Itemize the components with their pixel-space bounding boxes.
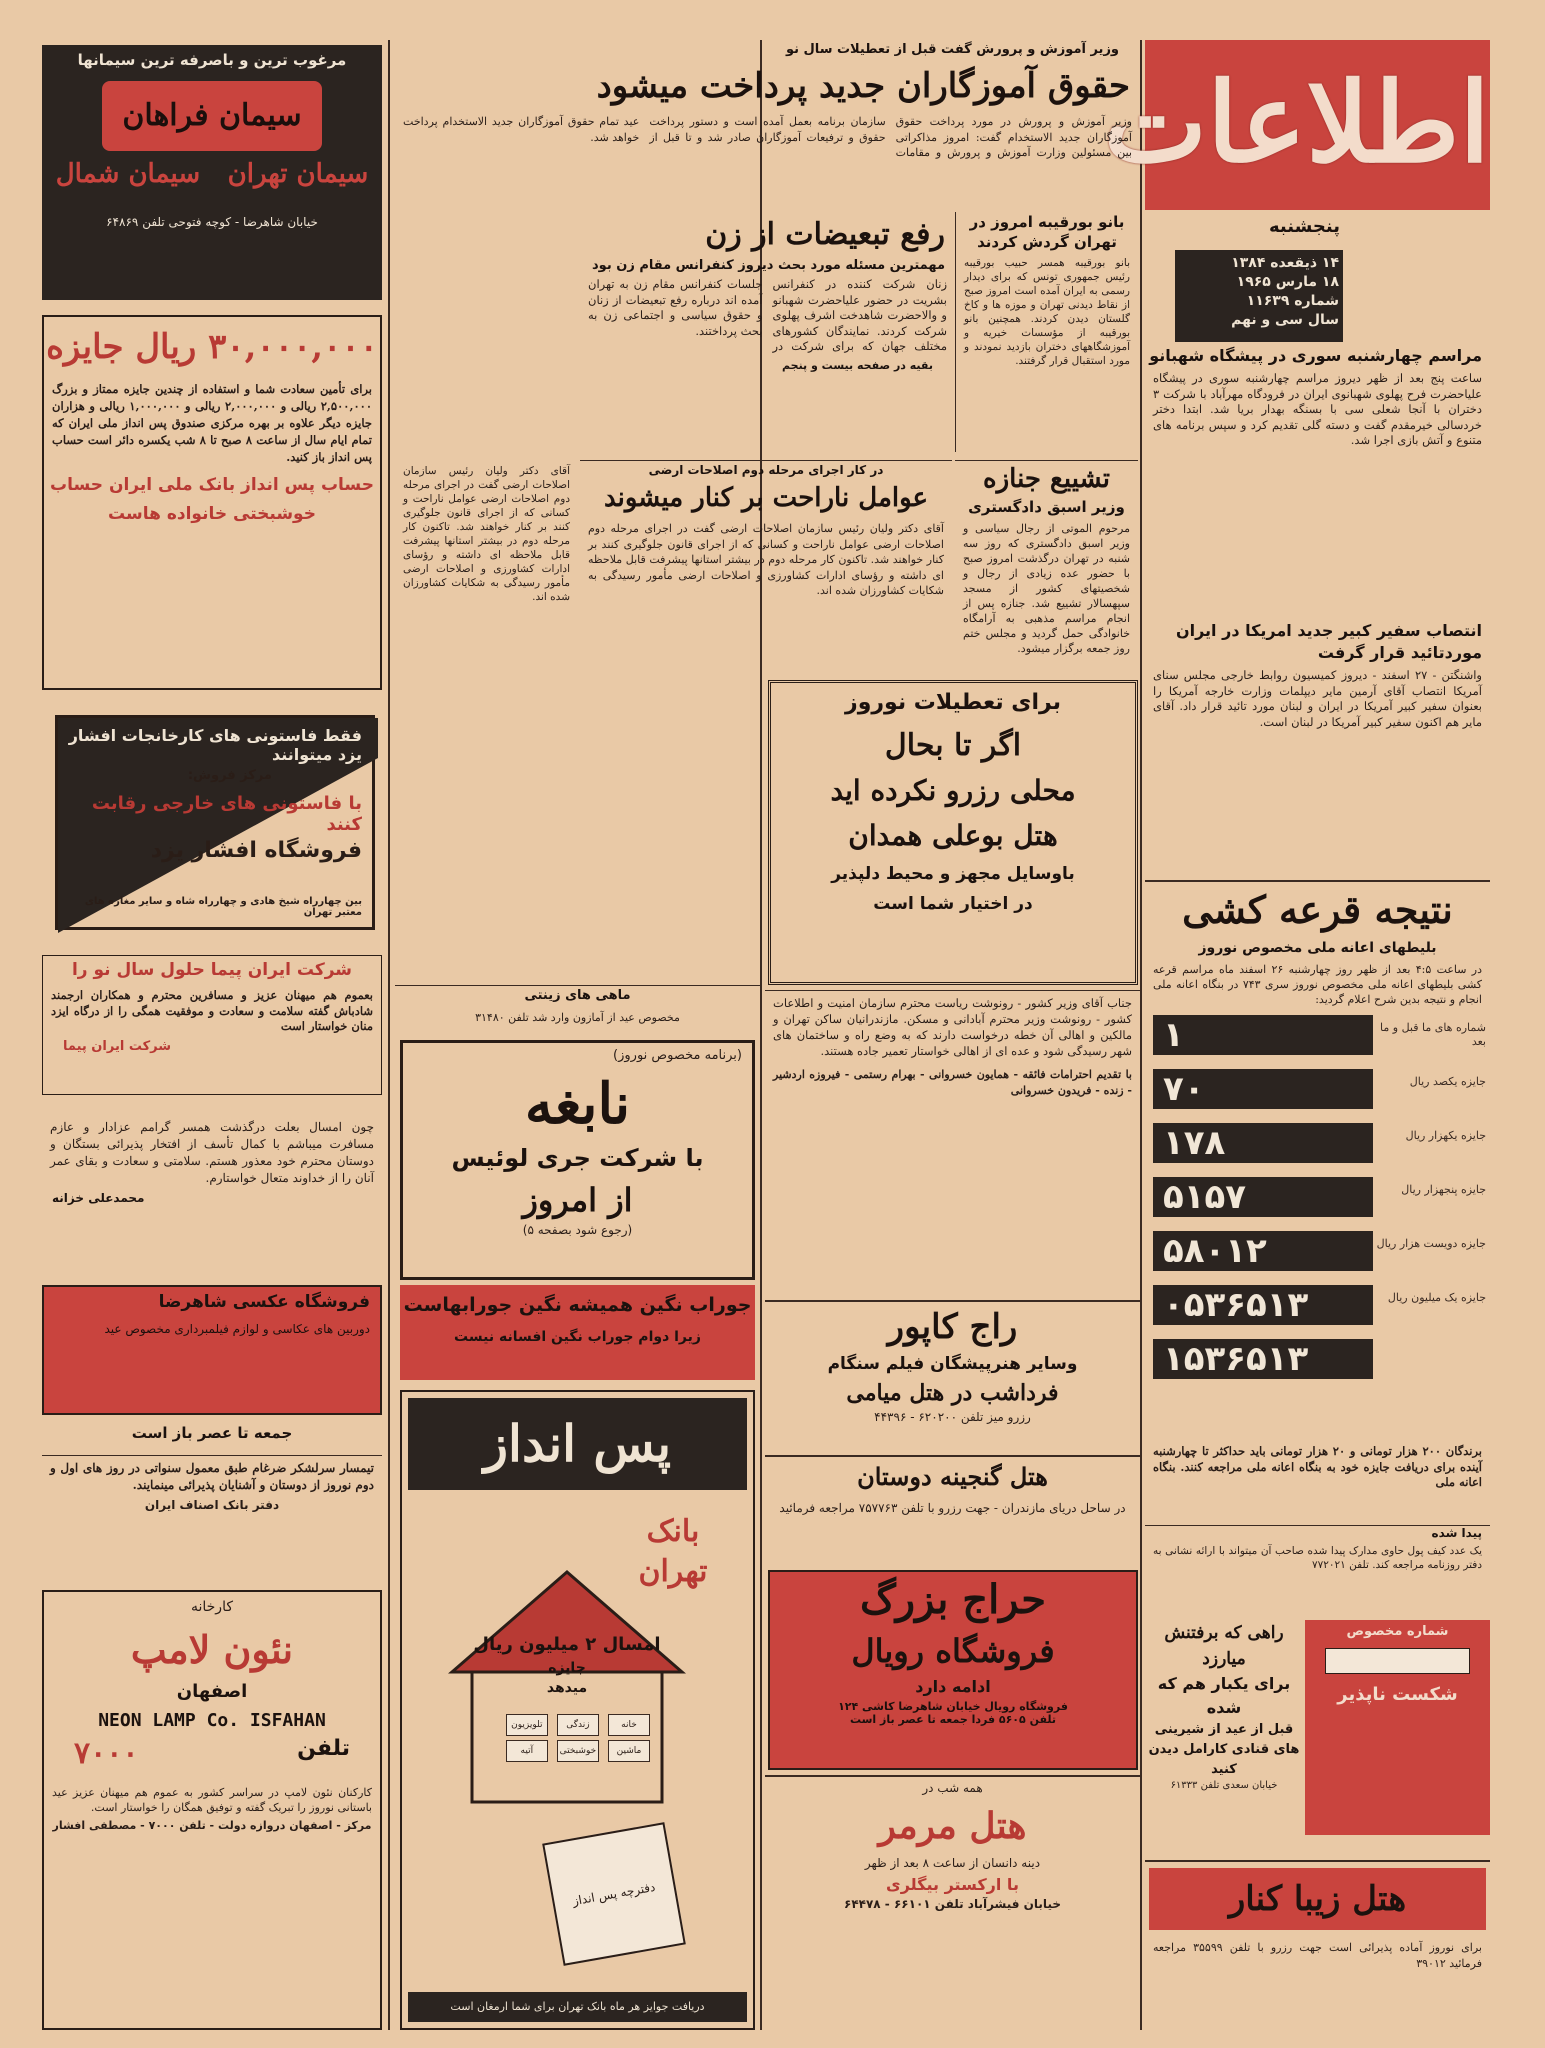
ad-line: مرکز فروش: bbox=[187, 768, 272, 783]
prize-label: جایزه یکصد ریال bbox=[1409, 1075, 1486, 1088]
lottery-headline: نتیجه قرعه کشی bbox=[1182, 887, 1453, 932]
bano-body: بانو بورقیبه همسر حبیب بورقیبه رئیس جمهوری تونس که برای دیدار رسمی به ایران آمده است امروز صبح از نقاط دیدنی تهران و موزه ها و کاخ گلستان دیدن کردند. همچنین بانو بورقیبه از مؤسسات خیریه و آموزشگاههای دختران بازدید نمودند و مورد استقبال قرار گرفتند. bbox=[964, 257, 1130, 367]
ad-line: برای تعطیلات نوروز bbox=[845, 690, 1061, 715]
notice-condolence bbox=[42, 1115, 382, 1275]
prize-label: جایزه پنجهزار ریال bbox=[1401, 1183, 1486, 1196]
ad-zibakenar bbox=[1145, 1860, 1490, 2030]
ad-line: تلفن ۵۶۰۵ فردا جمعه تا عصر باز است bbox=[849, 1713, 1057, 1726]
ad-neon-lamp bbox=[42, 1590, 382, 2030]
cement-brand bbox=[102, 81, 322, 151]
ad-line: فقط فاستونی های کارخانجات افشار یزد میتوانند bbox=[68, 726, 362, 764]
ad-line: خیابان فیشرآباد تلفن ۶۶۱۰۱ - ۶۴۴۷۸ bbox=[844, 1897, 1061, 1911]
store-name: فروشگاه افشار یزد bbox=[150, 838, 362, 863]
notice-sign: محمدعلی خزانه bbox=[52, 1191, 145, 1205]
pima-headline: شرکت ایران پیما حلول سال نو را bbox=[71, 960, 353, 980]
date-box bbox=[1175, 250, 1343, 342]
ad-line: قبل از عید از شیرینی های قنادی کارامل دیدن کنید bbox=[1148, 1722, 1300, 1777]
land-body-continued: آقای دکتر ولیان رئیس سازمان اصلاحات ارضی گفت در اجرای مرحله دوم اصلاحات ارضی عوامل ناراحت و کسانی که از اجرای قانون جلوگیری کنند بر کنار خواهند شد. تاکنون کار مرحله دوم در بیشتر استانها پیشرفت قابل ملاحظه ای داشته و رؤسای ادارات کشاورزی و اصلاحات ارضی مأمور رسیدگی به شکایات کشاورزان شده اند. bbox=[403, 465, 570, 603]
column-rule bbox=[1140, 40, 1142, 2030]
savings-prize bbox=[472, 1632, 662, 1698]
ad-line: ادامه دارد bbox=[915, 1677, 991, 1696]
ad-line: با ارکستر بیگلری bbox=[886, 1875, 1019, 1894]
savings-title: پس انداز bbox=[483, 1414, 672, 1473]
winning-number: ۷۰ bbox=[1153, 1069, 1373, 1109]
lost-notice bbox=[1145, 1525, 1490, 1620]
ad-line: جوراب نگین همیشه نگین جورابهاست bbox=[403, 1294, 752, 1316]
ad-afshar bbox=[55, 715, 375, 930]
neon-title: نئون لامپ bbox=[130, 1627, 294, 1672]
weekday: پنجشنبه bbox=[1268, 216, 1340, 237]
ad-address: بین چهارراه شیخ هادی و چهارراه شاه و سایر مغازه های معتبر تهران bbox=[84, 896, 362, 918]
ad-auction bbox=[768, 1570, 1138, 1770]
ad-photo-shop bbox=[42, 1285, 382, 1415]
land-continued bbox=[395, 460, 578, 980]
item-tile: خانه bbox=[608, 1714, 650, 1736]
ad-line: فرداشب در هتل میامی bbox=[846, 1380, 1059, 1406]
prize-label: جایزه دویست هزار ریال bbox=[1376, 1237, 1486, 1250]
item-tile: تلویزیون bbox=[506, 1714, 548, 1736]
winning-number: ۵۸۰۱۲ bbox=[1153, 1231, 1373, 1271]
ad-nowruz-hotel bbox=[768, 680, 1138, 985]
ad-line: امسال ۲ میلیون ریال bbox=[473, 1634, 661, 1655]
women-footer: بقیه در صفحه بیست و پنجم bbox=[782, 358, 933, 372]
winning-number: ۱۷۸ bbox=[1153, 1123, 1373, 1163]
zibakenar-banner bbox=[1149, 1868, 1486, 1930]
phone-number: ۷۰۰۰ bbox=[74, 1736, 139, 1771]
issue-number: شماره ۱۱۶۳۹ bbox=[1246, 293, 1339, 309]
land-kicker: در کار اجرای مرحله دوم اصلاحات ارضی bbox=[648, 463, 884, 477]
ganjineh-title: هتل گنجینه دوستان bbox=[857, 1462, 1048, 1491]
ad-line: برای یکبار هم که شده bbox=[1157, 1674, 1291, 1717]
ad-line: باوسایل مجهز و محیط دلپذیر bbox=[831, 864, 1075, 884]
ad-line: فروشگاه رویال خیابان شاهرضا کاشی ۱۲۴ bbox=[838, 1700, 1068, 1713]
phone-label: تلفن bbox=[297, 1736, 350, 1761]
bank-slogan: خوشبختی خانواده هاست bbox=[108, 504, 316, 524]
winning-number: ۱۵۳۶۵۱۳ bbox=[1153, 1339, 1373, 1379]
ad-line: جمعه تا عصر باز است bbox=[131, 1424, 293, 1442]
funeral-sub: وزیر اسبق دادگستری bbox=[968, 498, 1125, 516]
ad-line: محلی رزرو نکرده اید bbox=[830, 774, 1076, 807]
women-headline: رفع تبعیضات از زن bbox=[705, 217, 945, 252]
story-ambassador bbox=[1145, 620, 1490, 870]
story-headline: انتصاب سفیر کبیر جدید امریکا در ایران موردتائید قرار گرفت bbox=[1175, 621, 1482, 662]
funeral-body: مرحوم الموتی از رجال سیاسی و وزیر اسبق دادگستری که روز سه شنبه در تهران درگذشت امروز صبح با حضور عده زیادی از رجال و شخصیتهای کشور از مسجد سپهسالار تشییع شد. جنازه پس از انجام مراسم مذهبی به آرامگاه خانوادگی حمل گردید و مجلس ختم روز جمعه برگزار میشود. bbox=[963, 522, 1130, 655]
ad-line: زیرا دوام جوراب نگین افسانه نیست bbox=[454, 1329, 701, 1345]
ad-phone: رزرو میز تلفن ۶۲۰۲۰۰ - ۴۴۳۹۶ bbox=[874, 1410, 1031, 1424]
ad-line: از امروز bbox=[522, 1181, 633, 1219]
marmar-title: هتل مرمر bbox=[878, 1805, 1027, 1847]
bank-name: بانک تهران bbox=[638, 1514, 708, 1589]
ad-line: میدهد bbox=[546, 1680, 588, 1696]
savings-footer bbox=[408, 1992, 747, 2022]
ad-line: همه شب در bbox=[922, 1781, 983, 1795]
bank-body: برای تأمین سعادت شما و استفاده از چندین جایزه ممتاز و بزرگ ۲,۵۰۰,۰۰۰ ریالی و ۲,۰۰۰,۰۰۰ ریالی و ۱,۰۰۰,۰۰۰ ریالی و هزاران جایزه دیگر علاوه بر بهره مرکزی صندوق پس انداز ملی ایران که تمام ایام سال از ساعت ۸ صبح تا ۸ شب یکسره دائر است حساب پس انداز باز کنید. bbox=[52, 382, 373, 464]
notice-headline: ماهی های زینتی bbox=[524, 988, 631, 1003]
ad-special bbox=[1305, 1620, 1490, 1835]
notice-colonel bbox=[42, 1455, 382, 1585]
passbook-label: دفترچه پس انداز bbox=[571, 1879, 657, 1909]
neon-phone bbox=[44, 1736, 380, 1771]
lottery-sub: بلیطهای اعانه ملی مخصوص نوروز bbox=[1198, 940, 1437, 956]
top-story-headline: حقوق آموزگاران جدید پرداخت میشود bbox=[596, 66, 1130, 106]
ad-line: دریافت جوایز هر ماه بانک تهران برای شما ارمغان است bbox=[450, 2000, 705, 2013]
lottery-results bbox=[1145, 880, 1490, 1450]
savings-items bbox=[472, 1712, 652, 1764]
ad-line: هتل بوعلی همدان bbox=[848, 819, 1058, 852]
ad-hotel-marmar bbox=[765, 1775, 1140, 2030]
notice-fish bbox=[395, 985, 760, 1035]
item-tile: زندگی bbox=[557, 1714, 599, 1736]
lottery-table bbox=[1145, 1011, 1490, 1379]
pima-body: بعموم هم میهنان عزیز و مسافرین محترم و همکاران ارجمند شادباش گفته سلامت و سعادت و موفقیت همگی را از درگاه ایزد منان خواستار است bbox=[51, 988, 373, 1033]
kapoor-title: راج کاپور bbox=[887, 1307, 1018, 1347]
ad-candy bbox=[1145, 1620, 1303, 1855]
ad-line: شماره مخصوص bbox=[1346, 1624, 1449, 1639]
kicker-text: وزیر آموزش و پرورش گفت قبل از تعطیلات سال نو bbox=[785, 42, 1120, 57]
logo-text: اطلاعات bbox=[1103, 58, 1490, 187]
prize-label: جایزه یکهزار ریال bbox=[1405, 1129, 1486, 1142]
funeral-headline: تشییع جنازه bbox=[982, 464, 1111, 494]
ad-line: با فاستونی های خارجی رقابت کنند bbox=[91, 793, 362, 835]
story-bano bbox=[955, 212, 1138, 452]
notice-body: مخصوص عید از آمازون وارد شد تلفن ۳۱۴۸۰ bbox=[475, 1011, 680, 1024]
ad-line: کارخانه bbox=[190, 1599, 233, 1615]
photo-hours bbox=[42, 1418, 382, 1448]
bano-headline: بانو بورقیبه امروز در تهران گردش کردند bbox=[969, 213, 1125, 251]
ad-line: جایزه bbox=[548, 1660, 586, 1676]
top-story-body: وزیر آموزش و پرورش در مورد پرداخت حقوق آموزگاران جدید الاستخدام گفت: امروز مذاکراتی بین مسئولین وزارت آموزش و پرورش و مقامات سازمان برنامه بعمل آمده است و دستور پرداخت حقوق و ترفیعات آموزگاران صادر شد و تا قبل از عید تمام حقوق آموزگاران جدید الاستخدام پرداخت خواهد شد. bbox=[403, 115, 1132, 159]
masthead-logo bbox=[1103, 40, 1490, 210]
item-tile: خوشبختی bbox=[557, 1740, 599, 1762]
prize-labels bbox=[1376, 1021, 1486, 1345]
winning-numbers bbox=[1153, 1015, 1373, 1393]
land-headline: عوامل ناراحت بر کنار میشوند bbox=[603, 483, 929, 513]
pima-sign: شرکت ایران پیما bbox=[63, 1038, 172, 1054]
nabegheh-title: نابغه bbox=[524, 1071, 631, 1137]
winning-number: ۱ bbox=[1153, 1015, 1373, 1055]
masthead-date bbox=[1145, 210, 1490, 340]
neon-body: کارکنان نئون لامپ در سراسر کشور به عموم هم میهنان عزیز عید باستانی نوروز را تبریک گفته و توفیق همگان را خواستار است. bbox=[52, 1786, 372, 1814]
lottery-footer bbox=[1145, 1440, 1490, 1520]
ad-raj-kapoor bbox=[765, 1300, 1140, 1450]
savings-banner bbox=[408, 1398, 747, 1490]
land-body: آقای دکتر ولیان رئیس سازمان اصلاحات ارضی گفت در اجرای مرحله دوم اصلاحات ارضی عوامل ناراحت و کسانی که از اجرای قانون جلوگیری کنند بر کنار خواهند شد. تاکنون کار مرحله دوم در بیشتر استانها پیشرفت قابل ملاحظه ای داشته و رؤسای ادارات کشاورزی و اصلاحات ارضی مأمور رسیدگی به شکایات کشاورزان شده اند. bbox=[588, 522, 944, 597]
ad-savings bbox=[400, 1390, 755, 2030]
letter-signers: با تقدیم احترامات فائقه - همایون خسروانی - بهرام رستمی - فیروزه اردشیر - زنده - فریدون خسروانی bbox=[773, 1068, 1132, 1097]
bank-slogan: حساب پس انداز بانک ملی ایران حساب bbox=[50, 475, 374, 495]
lost-body: یک عدد کیف پول حاوی مدارک پیدا شده صاحب آن میتواند با ارائه نشانی به دفتر روزنامه مراجعه کند. تلفن ۷۷۲۰۲۱ bbox=[1153, 1545, 1482, 1571]
ad-line: راهی که برفتنش میارزد bbox=[1164, 1623, 1284, 1669]
cement-names bbox=[42, 159, 382, 189]
ad-line: دوربین های عکاسی و لوازم فیلمبرداری مخصوص عید bbox=[104, 1322, 370, 1336]
cement-address: خیابان شاهرضا - کوچه فتوحی تلفن ۶۴۸۶۹ bbox=[106, 215, 318, 229]
open-letter bbox=[765, 990, 1140, 1295]
ad-line: دینه دانسان از ساعت ۸ بعد از ظهر bbox=[864, 1856, 1041, 1870]
cement-slogan: مرغوب ترین و باصرفه ترین سیمانها bbox=[77, 51, 347, 69]
passbook-icon bbox=[542, 1822, 686, 1966]
top-story-kicker bbox=[765, 42, 1140, 62]
volume: سال سی و نهم bbox=[1231, 312, 1339, 328]
ad-line: با شرکت جری لوئیس bbox=[451, 1144, 704, 1172]
ad-line: اصفهان bbox=[176, 1681, 248, 1702]
brand-strip bbox=[1325, 1648, 1470, 1674]
ad-line: در اختیار شما است bbox=[873, 894, 1033, 914]
ad-ganjineh bbox=[765, 1455, 1140, 1565]
ad-bank-melli bbox=[42, 315, 382, 690]
ad-nabegheh bbox=[400, 1040, 755, 1280]
prize-label: شماره های ما قبل و ما بعد bbox=[1380, 1021, 1486, 1048]
ad-cement-panel bbox=[42, 45, 382, 300]
ad-line: (برنامه مخصوص نوروز) bbox=[613, 1048, 742, 1063]
date-gregorian: ۱۸ مارس ۱۹۶۵ bbox=[1236, 274, 1339, 290]
lost-headline: پیدا شده bbox=[1431, 1526, 1482, 1540]
cement-name: سیمان تهران bbox=[227, 159, 369, 189]
date-hijri: ۱۴ ذیقعده ۱۳۸۴ bbox=[1231, 255, 1339, 271]
cement-name: سیمان شمال bbox=[55, 159, 201, 189]
women-body: زنان شرکت کننده در کنفرانس بشریت در حضور علیاحضرت شهبانو و والاحضرت شاهدخت اشرف پهلوی شرکت کردند. نمایندگان کشورهای مختلف جهان که برای شرکت در جلسات کنفرانس مقام زن به تهران آمده اند درباره رفع تبعیضات از زنان و حقوق سیاسی و اجتماعی زن به بحث پرداختند. bbox=[588, 277, 947, 353]
ganjineh-body: در ساحل دریای مازندران - جهت رزرو با تلفن ۷۵۷۷۶۳ مراجعه فرمائید bbox=[779, 1501, 1126, 1515]
letter-body: جناب آقای وزیر کشور - رونوشت ریاست محترم سازمان امنیت و اطلاعات کشور - رونوشت وزیر محترم آبادانی و مسکن. مازندرانیان ساکن تهران و مالکین و اهالی آن خطه درخواست دارند که به وضع راه و ساختمان های شهر رسیدگی شود و عده ای از اهالی خواستار تعمیر جاده هستند. bbox=[773, 996, 1132, 1058]
lottery-body: در ساعت ۴:۵ بعد از ظهر روز چهارشنبه ۲۶ اسفند ماه مراسم قرعه کشی بلیطهای اعانه ملی مخصوص نوروز سری ۷۴۳ در بنگاه اعانه ملی انجام و نتیجه بدین شرح اعلام گردید: bbox=[1153, 963, 1483, 1006]
neon-foot: مرکز - اصفهان دروازه دولت - تلفن ۷۰۰۰ - مصطفی افشار bbox=[52, 1819, 372, 1832]
ad-iran-pima bbox=[42, 955, 382, 1095]
ad-address: خیابان سعدی تلفن ۶۱۳۳۳ bbox=[1170, 1780, 1278, 1791]
prize-label: جایزه یک میلیون ریال bbox=[1387, 1291, 1486, 1304]
women-sub: مهمترین مسئله مورد بحث دیروز کنفرانس مقام زن بود bbox=[592, 258, 945, 273]
item-tile: ماشین bbox=[608, 1740, 650, 1762]
zibakenar-title: هتل زیبا کنار bbox=[1228, 1879, 1407, 1919]
notice-body: چون امسال بعلت درگذشت همسر گرامم عزادار و عازم مسافرت میباشم با کمال تأسف از افتخار پذیرائی بستگان و دوستان محترم خود معذور هستم. سلامتی و سعادت و بقای عمر آنان را از خداوند متعال خواستارم. bbox=[50, 1120, 374, 1185]
ad-line: (رجوع شود بصفحه ۵) bbox=[522, 1223, 633, 1237]
winning-number: ۵۱۵۷ bbox=[1153, 1177, 1373, 1217]
ad-line: اگر تا بحال bbox=[884, 728, 1022, 763]
story-headline: مراسم چهارشنبه سوری در پیشگاه شهبانو bbox=[1149, 346, 1482, 365]
ad-socks bbox=[400, 1285, 755, 1380]
bank-prize-headline: ۳۰,۰۰۰,۰۰۰ ریال جایزه bbox=[46, 327, 378, 367]
auction-title: حراج بزرگ bbox=[860, 1576, 1046, 1623]
story-body: ساعت پنج بعد از ظهر دیروز مراسم چهارشنبه سوری در پیشگاه علیاحضرت فرح پهلوی شهبانوی ایران در فرودگاه مهرآباد با شرکت ۳ دختران با آنجا شعلی سی با بسنگه بهدار بریا شد. ابتدا دختر خردسالی خیرمقدم گفت و دسته گلی تقدیم کرد و سپس برنامه های متنوع و آتش بازی اجرا شد. bbox=[1153, 371, 1482, 447]
photo-title: فروشگاه عکسی شاهرضا bbox=[158, 1292, 370, 1312]
column-rule bbox=[388, 40, 390, 2030]
top-story bbox=[395, 62, 1140, 212]
zibakenar-body: برای نوروز آماده پذیرائی است جهت رزرو با تلفن ۳۵۵۹۹ مراجعه فرمائید ۳۹۰۱۲ bbox=[1153, 1941, 1482, 1970]
lottery-footer-text: برندگان ۲۰۰ هزار تومانی و ۲۰ هزار تومانی باید حداکثر تا چهارشنبه آینده برای دریافت جایزه خود به بنگاه اعانه ملی مراجعه کنند. بنگاه اعانه ملی bbox=[1153, 1444, 1482, 1489]
colonel-body: تیمسار سرلشکر ضرغام طبق معمول سنواتی در روز های اول و دوم نوروز از دوستان و آشنایان پذیرائی مینمایند. bbox=[50, 1461, 374, 1492]
brand-name: سیمان فراهان bbox=[122, 98, 302, 133]
ad-line: وسایر هنرپیشگان فیلم سنگام bbox=[827, 1354, 1078, 1374]
ad-line: شکست ناپذیر bbox=[1337, 1684, 1458, 1705]
story-body: واشنگتن - ۲۷ اسفند - دیروز کمیسیون روابط خارجی مجلس سنای آمریکا انتصاب آقای آرمین مایر دیپلمات وزارت خارجه آمریکا را بعنوان سفیر کبیر آمریکا در ایران و لبنان مورد تائید قرار داد. آقای مایر هم اکنون سفیر کبیر آمریکا در لبنان است. bbox=[1153, 668, 1482, 729]
item-tile: آتیه bbox=[506, 1740, 548, 1762]
winning-number: ۰۵۳۶۵۱۳ bbox=[1153, 1285, 1373, 1325]
colonel-sign: دفتر بانک اصناف ایران bbox=[144, 1498, 280, 1512]
neon-latin: NEON LAMP Co. ISFAHAN bbox=[98, 1710, 326, 1731]
ad-line: فروشگاه رویال bbox=[851, 1632, 1055, 1670]
